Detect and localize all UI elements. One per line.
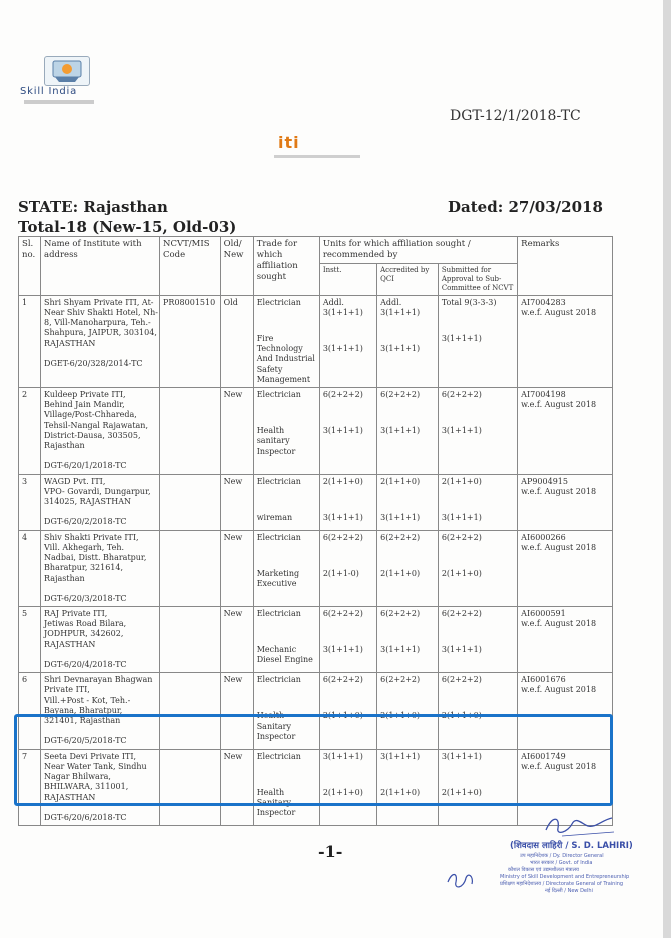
qci-units: Addl. 3(1+1+1) [380, 297, 421, 317]
remark-line: w.e.f. August 2018 [521, 619, 597, 629]
address-line: Shahpura, JAIPUR, 303104, [44, 328, 157, 338]
address-line: BHILWARA, 311001, [44, 782, 129, 792]
instt-units: Addl. 3(1+1+1) [322, 297, 363, 317]
cell-instt [319, 295, 376, 387]
qci-units: 3(1+1+1) [380, 751, 421, 761]
qci-units: 3(1+1+1) [380, 344, 421, 354]
header-sl: Sl. no. [19, 237, 41, 296]
file-number: DGT-6/20/1/2018-TC [44, 461, 127, 471]
cell-spacer [380, 685, 435, 711]
cell-spacer [380, 619, 435, 645]
cell-code [160, 295, 221, 387]
instt-units: 6(2+2+2) [322, 675, 363, 685]
ncvt-units: 6(2+2+2) [441, 609, 482, 618]
table-row [19, 388, 613, 475]
sl-number: 3 [22, 476, 28, 486]
cell-address [41, 607, 160, 673]
cell-status [220, 530, 253, 606]
cell-spacer [442, 400, 514, 426]
trade-name: Health Sanitary Inspector [256, 787, 296, 818]
address-line: 8, Vill-Manoharpura, Teh.- [44, 318, 151, 328]
cell-address [41, 530, 160, 606]
header-name: Name of Institute with address [41, 237, 160, 296]
trade-name: Electrician [256, 532, 301, 542]
cell-address [41, 388, 160, 475]
cell-code [160, 474, 221, 530]
cell-spacer [442, 543, 514, 569]
stamp-line-6: नई दिल्ली / New Delhi [545, 888, 593, 894]
header-code: NCVT/MIS Code [160, 237, 221, 296]
header-trade: Trade for which affiliation sought [253, 237, 319, 296]
remark-line: w.e.f. August 2018 [521, 400, 597, 410]
address-line: Seeta Devi Private ITI, [44, 751, 137, 761]
cell-spacer [323, 487, 373, 513]
cell-spacer [323, 400, 373, 426]
cell-spacer [44, 650, 156, 660]
qci-units: 6(2+2+2) [380, 532, 421, 542]
address-line: Vill.+Post - Kot, Teh.- [44, 695, 131, 705]
cell-sl [19, 530, 41, 606]
remark-line: w.e.f. August 2018 [521, 486, 597, 496]
cell-address [41, 295, 160, 387]
cell-code [160, 530, 221, 606]
address-line: Behind Jain Mandir, [44, 400, 125, 410]
cell-trade [253, 295, 319, 387]
cell-instt [319, 388, 376, 475]
iti-mark: iti [278, 133, 300, 152]
address-line: Vill. Akhegarh, Teh. [44, 542, 125, 552]
old-new-status: New [223, 609, 243, 618]
cell-qci [377, 474, 439, 530]
instt-units: 3(1+1+1) [322, 344, 363, 354]
cell-qci [377, 607, 439, 673]
iti-logo-icon [278, 133, 368, 163]
cell-spacer [380, 543, 435, 569]
cell-status [220, 388, 253, 475]
remark-line: w.e.f. August 2018 [521, 685, 597, 695]
trade-name: Marketing Executive [256, 568, 300, 589]
sl-number: 2 [22, 390, 28, 400]
address-line: Bharatpur, 321614, [44, 563, 124, 573]
ncvt-units: 2(1+1+0) [441, 568, 482, 578]
qci-units: 6(2+2+2) [380, 390, 421, 400]
ncvt-units: 3(1+1+1) [441, 751, 482, 761]
qci-units: 3(1+1+1) [380, 512, 421, 522]
qci-units: 3(1+1+1) [380, 645, 421, 655]
cell-spacer [380, 318, 435, 344]
address-line: Shiv Shakti Private ITI, [44, 532, 139, 542]
cell-remarks [518, 388, 613, 475]
page-number: -1- [318, 842, 343, 861]
scan-edge [663, 0, 671, 938]
qci-units: 3(1+1+1) [380, 426, 421, 436]
highlight-box [14, 714, 613, 806]
cell-spacer [257, 487, 316, 513]
trade-name: Electrician [256, 476, 301, 486]
cell-ncvt [438, 474, 517, 530]
ncvt-units: 2(1+1+0) [441, 787, 482, 797]
file-number: DGT-6/20/6/2018-TC [44, 812, 127, 822]
address-line: Bayana, Bharatpur, [44, 705, 123, 715]
trade-name: Health sanitary Inspector [256, 426, 296, 456]
signature-scrawl-icon [542, 810, 622, 840]
cell-qci [377, 295, 439, 387]
cell-spacer [442, 487, 514, 513]
address-line: 321401, Rajasthan [44, 716, 121, 726]
instt-units: 3(1+1+1) [322, 645, 363, 655]
cell-remarks [518, 295, 613, 387]
old-new-status: New [223, 390, 243, 400]
instt-units: 2(1+1+0) [322, 787, 363, 797]
address-line: Shri Devnarayan Bhagwan [44, 675, 153, 685]
address-line: RAJASTHAN [44, 792, 96, 802]
instt-units: 3(1+1+1) [322, 426, 363, 436]
cell-trade [253, 530, 319, 606]
trade-name: Electrician [256, 675, 301, 685]
address-line: WAGD Pvt. ITI, [44, 476, 106, 486]
old-new-status: New [223, 751, 243, 761]
stamp-line-1: उप महानिदेशक / Dy. Director General [520, 853, 604, 859]
cell-spacer [257, 308, 316, 334]
table-row [19, 607, 613, 673]
qci-units: 2(1+1+0) [380, 711, 421, 721]
document-reference: DGT-12/1/2018-TC [450, 108, 581, 124]
address-line: Near Shiv Shakti Hotel, Nh- [44, 307, 158, 317]
old-new-status: New [223, 675, 243, 685]
cell-sl [19, 388, 41, 475]
address-line: 314025, RAJASTHAN [44, 497, 132, 507]
total-label: Total-18 (New-15, Old-03) [18, 218, 237, 236]
logo-text: Skill India [20, 86, 77, 97]
trade-name: Health Sanitary Inspector [256, 711, 296, 741]
header-oldnew: Old/ New [220, 237, 253, 296]
stamp-line-3: कौशल विकास एवं उद्यमशीलता मंत्रालय [508, 867, 579, 873]
trade-name: Fire Technology And Industrial Safety Management [256, 333, 315, 384]
cell-ncvt [438, 530, 517, 606]
cell-spacer [44, 507, 156, 517]
sl-number: 7 [22, 751, 28, 761]
cell-spacer [257, 400, 316, 426]
table-row [19, 530, 613, 606]
address-line: Private ITI, [44, 685, 90, 695]
cell-status [220, 474, 253, 530]
cell-qci [377, 388, 439, 475]
initials-signature-icon [444, 868, 484, 892]
header-qci: Accredited by QCI [377, 263, 439, 295]
sl-number: 1 [22, 297, 28, 307]
cell-instt [319, 607, 376, 673]
ncvt-units: 6(2+2+2) [441, 675, 482, 685]
stamp-line-4: Ministry of Skill Development and Entrepreneurship [500, 874, 630, 880]
address-line: Rajasthan [44, 573, 85, 583]
cell-spacer [323, 685, 373, 711]
trade-name: Electrician [256, 609, 301, 618]
remark-line: AI6001749 [521, 751, 566, 761]
stamp-name: (शिवदास लाहिरी / S. D. LAHIRI) [510, 841, 633, 851]
instt-units: 3(1+1+1) [322, 751, 363, 761]
cell-spacer [44, 349, 156, 359]
remark-line: w.e.f. August 2018 [521, 307, 597, 317]
instt-units: 2(1+1+0) [322, 711, 363, 721]
cell-remarks [518, 474, 613, 530]
qci-units: 2(1+1+0) [380, 476, 421, 486]
remark-line: AI6000591 [521, 609, 566, 618]
address-line: Village/Post-Chhareda, [44, 410, 137, 420]
qci-units: 2(1+1+0) [380, 787, 421, 797]
cell-spacer [442, 308, 514, 334]
instt-units: 6(2+2+2) [322, 609, 363, 618]
cell-status [220, 607, 253, 673]
ncvt-units: 6(2+2+2) [441, 390, 482, 400]
ncvt-units: Total 9(3-3-3) [441, 297, 497, 307]
qci-units: 6(2+2+2) [380, 675, 421, 685]
trade-name: Electrician [256, 297, 301, 307]
ncvt-units: 3(1+1+1) [441, 333, 482, 343]
instt-units: 2(1+1+0) [322, 476, 363, 486]
ncvt-units: 3(1+1+1) [441, 645, 482, 655]
cell-spacer [257, 543, 316, 569]
address-line: Rajasthan [44, 441, 85, 451]
ncvt-units: 2(1+1+0) [441, 476, 482, 486]
cell-spacer [257, 685, 316, 711]
cell-spacer [442, 619, 514, 645]
old-new-status: New [223, 476, 243, 486]
address-line: Tehsil-Nangal Rajawatan, [44, 420, 148, 430]
instt-units: 6(2+2+2) [322, 532, 363, 542]
header-ncvt: Submitted for Approval to Sub-Committee of NCVT [438, 263, 517, 295]
remark-line: AI7004198 [521, 390, 566, 400]
remark-line: AI6001676 [521, 675, 566, 685]
cell-spacer [380, 487, 435, 513]
qci-units: 2(1+1+0) [380, 568, 421, 578]
cell-spacer [323, 318, 373, 344]
ncvt-units: 6(2+2+2) [441, 532, 482, 542]
cell-trade [253, 607, 319, 673]
address-line: VPO- Govardi, Dungarpur, [44, 486, 151, 496]
file-number: DGET-6/20/328/2014-TC [44, 358, 143, 368]
address-line: Shri Shyam Private ITI, At- [44, 297, 154, 307]
cell-spacer [442, 685, 514, 711]
skill-india-logo-icon [44, 56, 90, 86]
cell-spacer [323, 543, 373, 569]
iti-tagline [274, 155, 360, 158]
cell-spacer [44, 584, 156, 594]
address-line: District-Dausa, 303505, [44, 430, 141, 440]
cell-spacer [380, 400, 435, 426]
address-line: Nagar Bhilwara, [44, 772, 111, 782]
address-line: RAJASTHAN [44, 338, 96, 348]
state-label: STATE: Rajasthan [18, 198, 168, 216]
table-row [19, 295, 613, 387]
sl-number: 4 [22, 532, 28, 542]
cell-ncvt [438, 607, 517, 673]
header-remarks: Remarks [518, 237, 613, 296]
old-new-status: New [223, 532, 243, 542]
address-line: RAJ Private ITI, [44, 609, 108, 618]
sl-number: 5 [22, 609, 28, 618]
trade-name: Mechanic Diesel Engine [256, 645, 313, 665]
old-new-status: Old [223, 297, 238, 307]
instt-units: 6(2+2+2) [322, 390, 363, 400]
address-line: RAJASTHAN [44, 639, 96, 649]
mis-code: PR08001510 [163, 297, 216, 307]
remark-line: AI7004283 [521, 297, 566, 307]
instt-units: 3(1+1+1) [322, 512, 363, 522]
stamp-line-2: भारत सरकार / Govt. of India [530, 860, 593, 866]
address-line: Nadbai, Distt. Bharatpur, [44, 553, 147, 563]
cell-remarks [518, 607, 613, 673]
qci-units: 6(2+2+2) [380, 609, 421, 618]
trade-name: Electrician [256, 751, 301, 761]
address-line: Jetiwas Road Bilara, [44, 619, 127, 629]
cell-code [160, 388, 221, 475]
ncvt-units: 3(1+1+1) [441, 426, 482, 436]
cell-trade [253, 388, 319, 475]
cell-remarks [518, 530, 613, 606]
cell-code [160, 607, 221, 673]
cell-spacer [257, 619, 316, 645]
address-line: Kuldeep Private ITI, [44, 390, 126, 400]
remark-line: w.e.f. August 2018 [521, 761, 597, 771]
remark-line: AI6000266 [521, 532, 566, 542]
cell-sl [19, 295, 41, 387]
cell-trade [253, 474, 319, 530]
cell-qci [377, 530, 439, 606]
stamp-line-5: प्रशिक्षण महानिदेशालय / Directorate General of Training [500, 881, 624, 887]
trade-name: Electrician [256, 390, 301, 400]
header-units: Units for which affiliation sought / recommended by [319, 237, 517, 264]
instt-units: 2(1+1-0) [322, 568, 359, 578]
cell-instt [319, 530, 376, 606]
remark-line: w.e.f. August 2018 [521, 542, 597, 552]
remark-line: AP9004915 [521, 476, 568, 486]
cell-sl [19, 607, 41, 673]
file-number: DGT-6/20/2/2018-TC [44, 517, 127, 527]
header-instt: Instt. [319, 263, 376, 295]
file-number: DGT-6/20/3/2018-TC [44, 593, 127, 603]
cell-instt [319, 474, 376, 530]
cell-spacer [44, 451, 156, 461]
file-number: DGT-6/20/4/2018-TC [44, 659, 127, 669]
cell-sl [19, 474, 41, 530]
cell-ncvt [438, 295, 517, 387]
cell-status [220, 295, 253, 387]
dated-label: Dated: 27/03/2018 [448, 198, 603, 216]
address-line: Near Water Tank, Sindhu [44, 761, 147, 771]
sl-number: 6 [22, 675, 28, 685]
cell-spacer [323, 619, 373, 645]
address-line: JODHPUR, 342602, [44, 629, 124, 639]
file-number: DGT-6/20/5/2018-TC [44, 736, 127, 746]
cell-ncvt [438, 388, 517, 475]
cell-address [41, 474, 160, 530]
ncvt-units: 2(1+1+0) [441, 711, 482, 721]
table-row [19, 474, 613, 530]
trade-name: wireman [256, 512, 293, 522]
ncvt-units: 3(1+1+1) [441, 512, 482, 522]
logo-tagline [24, 100, 94, 104]
